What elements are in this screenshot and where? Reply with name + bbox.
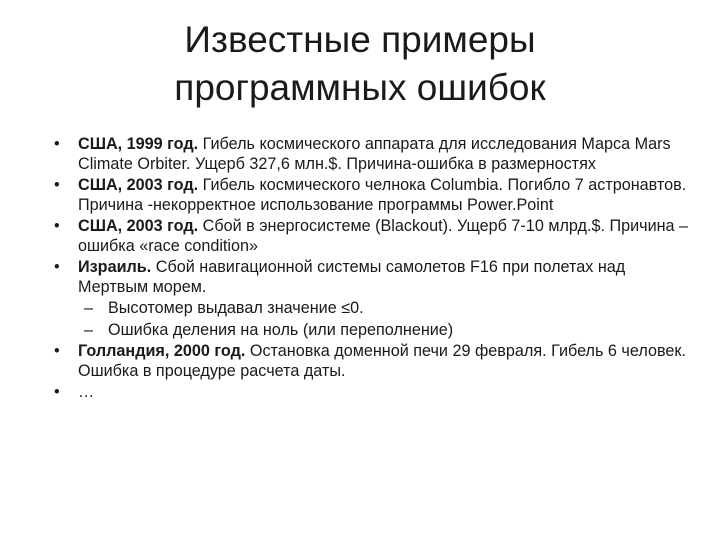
bullet-icon: • bbox=[54, 342, 60, 360]
bullet-list bbox=[46, 135, 696, 405]
list-item bbox=[46, 135, 696, 174]
list-item bbox=[46, 258, 696, 297]
item-heading: США, 1999 год. bbox=[78, 135, 199, 153]
list-item bbox=[46, 217, 696, 256]
list-item bbox=[46, 342, 696, 381]
bullet-icon: • bbox=[54, 383, 60, 401]
sub-list-item bbox=[46, 299, 696, 319]
list-item bbox=[46, 176, 696, 215]
item-text: Гибель космического аппарата для исследования Марса Mars Climate Orbiter. Ущерб 327,6 млн.$. Причина-ошибка в размерностях bbox=[78, 135, 671, 173]
item-text: Гибель космического челнока Columbia. Погибло 7 астронавтов. Причина -некорректное использование программы Power.Point bbox=[78, 176, 687, 214]
sub-item-text: Ошибка деления на ноль (или переполнение) bbox=[108, 320, 454, 339]
item-heading: США, 2003 год. bbox=[78, 176, 199, 194]
sub-list-item bbox=[46, 321, 696, 341]
dash-icon: – bbox=[84, 320, 94, 339]
item-heading: Голландия, 2000 год. bbox=[78, 342, 246, 360]
list-item bbox=[46, 383, 696, 403]
item-text: Остановка доменной печи 29 февраля. Гибель 6 человек. Ошибка в процедуре расчета даты. bbox=[78, 342, 686, 380]
slide-title bbox=[60, 16, 660, 112]
item-text: … bbox=[78, 383, 95, 401]
item-text: Сбой в энергосистеме (Blackout). Ущерб 7-10 млрд.$. Причина – ошибка «race condition» bbox=[78, 217, 689, 255]
item-text: Сбой навигационной системы самолетов F16 при полетах над Мертвым морем. bbox=[78, 258, 626, 296]
item-heading: Израиль. bbox=[78, 258, 152, 276]
bullet-icon: • bbox=[54, 258, 60, 276]
slide-title-line-1: Известные примеры bbox=[184, 19, 536, 60]
slide-title-line-2: программных ошибок bbox=[174, 67, 546, 108]
bullet-icon: • bbox=[54, 135, 60, 153]
dash-icon: – bbox=[84, 299, 94, 317]
bullet-icon: • bbox=[54, 176, 60, 194]
sub-item-text: Высотомер выдавал значение ≤0. bbox=[108, 299, 364, 317]
bullet-icon: • bbox=[54, 217, 60, 235]
item-heading: США, 2003 год. bbox=[78, 217, 199, 235]
